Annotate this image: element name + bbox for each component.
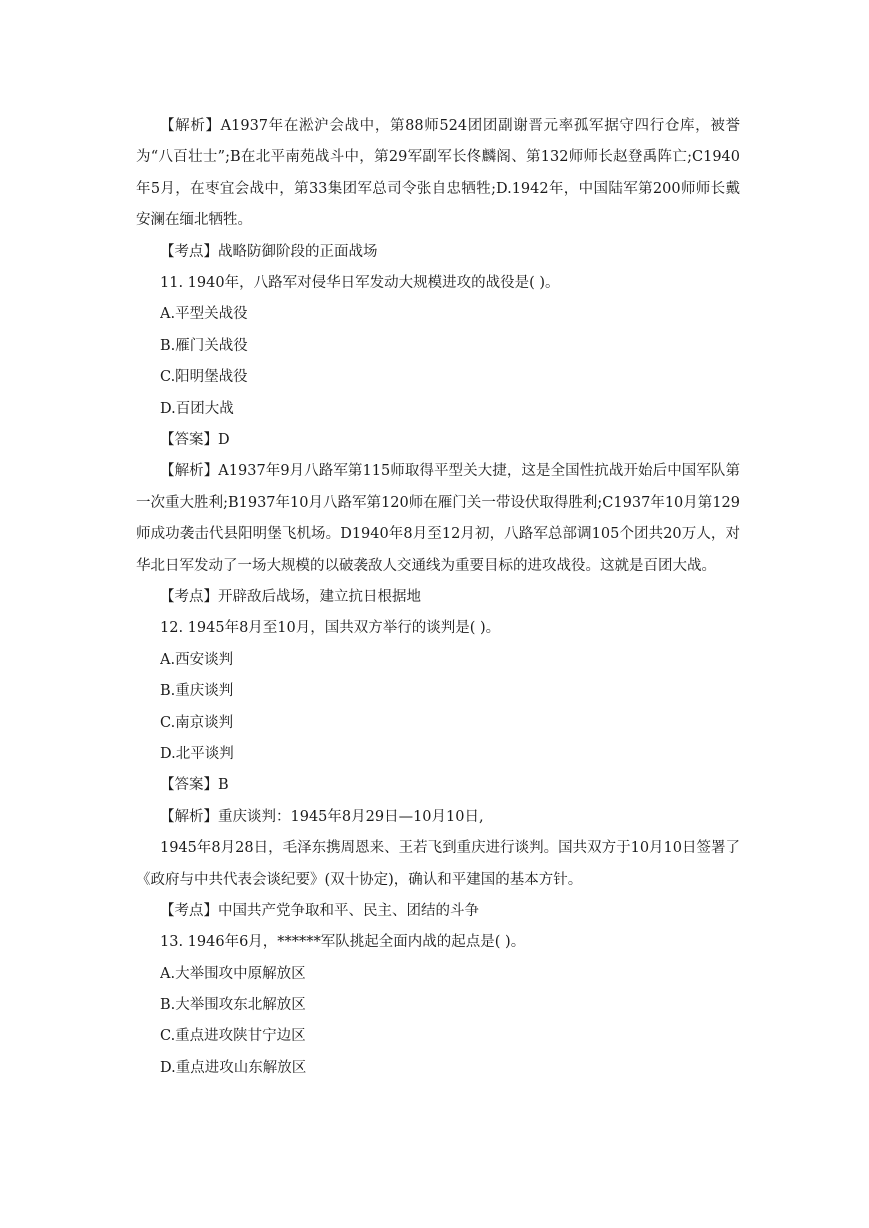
analysis-q12-body: 1945年8月28日，毛泽东携周恩来、王若飞到重庆进行谈判。国共双方于10月10日签署了《政府与中共代表会谈纪要》(双十协定)，确认和平建国的基本方针。 <box>136 840 740 888</box>
knowledge-point-q10: 【考点】战略防御阶段的正面战场 <box>160 243 378 260</box>
q13-option-c: C.重点进攻陕甘宁边区 <box>160 1028 306 1045</box>
answer-q12: 【答案】B <box>160 777 229 794</box>
knowledge-point-q12: 【考点】中国共产党争取和平、民主、团结的斗争 <box>160 902 479 919</box>
q12-option-b: B.重庆谈判 <box>160 683 234 700</box>
q12-option-d: D.北平谈判 <box>160 745 234 762</box>
q13-option-b: B.大举围攻东北解放区 <box>160 997 306 1014</box>
q11-option-d: D.百团大战 <box>160 400 234 417</box>
q13-option-a: A.大举围攻中原解放区 <box>160 965 306 982</box>
analysis-q10: 【解析】A1937年在淞沪会战中，第88师524团团副谢晋元率孤军据守四行仓库，被誉为“八百壮士”;B在北平南苑战斗中，第29军副军长佟麟阁、第132师师长赵登禹阵亡;C1940年5月，在枣宜会战中，第33集团军总司令张自忠牺牲;D.1942年，中国陆军第200师师长戴安澜在缅北牺牲。 <box>136 118 740 229</box>
q11-option-b: B.雁门关战役 <box>160 337 248 354</box>
analysis-q12-heading: 【解析】重庆谈判：1945年8月29日—10月10日, <box>160 808 484 825</box>
q11-option-a: A.平型关战役 <box>160 306 248 323</box>
question-13: 13. 1946年6月，******军队挑起全面内战的起点是( )。 <box>160 934 526 951</box>
q12-option-a: A.西安谈判 <box>160 651 234 668</box>
knowledge-point-q11: 【考点】开辟敌后战场，建立抗日根据地 <box>160 588 421 605</box>
q13-option-d: D.重点进攻山东解放区 <box>160 1059 307 1076</box>
question-12: 12. 1945年8月至10月，国共双方举行的谈判是( )。 <box>160 620 501 637</box>
analysis-q11: 【解析】A1937年9月八路军第115师取得平型关大捷，这是全国性抗战开始后中国军队第一次重大胜利;B1937年10月八路军第120师在雁门关一带设伏取得胜利;C1937年10月第129 师成功袭击代县阳明堡飞机场。D1940年8月至12月初，八路军总部调105个团共20万人，对华北日军发动了一场大规模的以破袭敌人交通线为重要目标的进攻战役。这就是百团大战。 <box>136 463 740 574</box>
q12-option-c: C.南京谈判 <box>160 714 234 731</box>
q11-option-c: C.阳明堡战役 <box>160 369 248 386</box>
answer-q11: 【答案】D <box>160 431 230 448</box>
document-body <box>136 111 740 1084</box>
question-11: 11. 1940年，八路军对侵华日军发动大规模进攻的战役是( )。 <box>160 275 560 292</box>
